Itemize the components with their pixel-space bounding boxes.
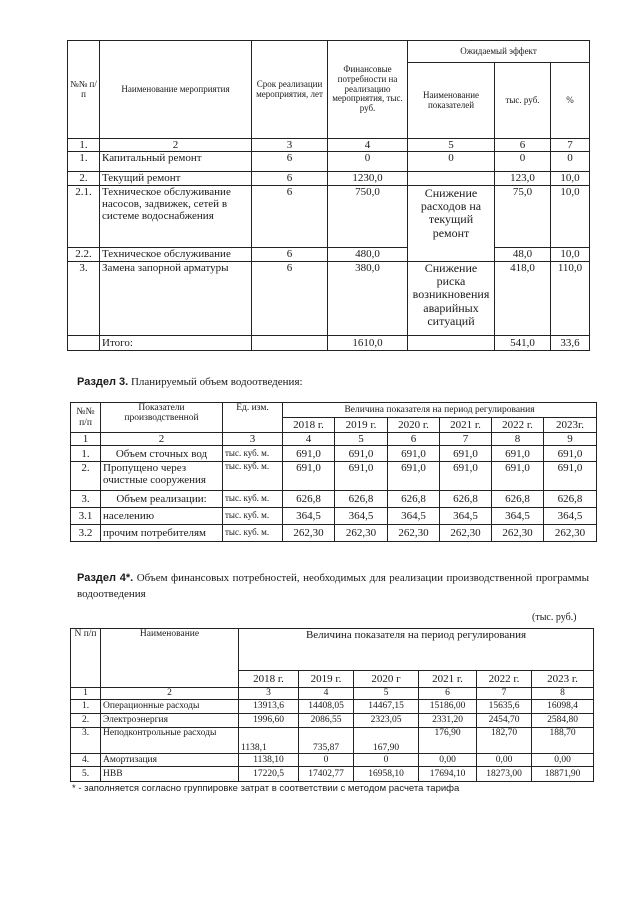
- row-finance: 1230,0: [328, 172, 408, 186]
- row-value: 626,8: [335, 491, 388, 508]
- row-value: 167,90: [354, 728, 419, 754]
- row-value: 691,0: [492, 446, 544, 462]
- row-value: 691,0: [388, 446, 440, 462]
- row-term: 6: [252, 248, 328, 262]
- year-header: 2021 г.: [440, 418, 492, 433]
- row-value: 17220,5: [239, 767, 299, 782]
- col-number: 4: [328, 139, 408, 152]
- row-finance: 0: [328, 152, 408, 172]
- table-row: [71, 754, 594, 767]
- row-value: 1138,10: [239, 754, 299, 767]
- col-number: 3: [223, 433, 283, 446]
- row-rub: 75,0: [495, 186, 551, 248]
- row-value: 0: [354, 754, 419, 767]
- row-rub: 48,0: [495, 248, 551, 262]
- row-pct: 110,0: [551, 262, 590, 336]
- table-row: [71, 491, 597, 508]
- col-number: 2: [101, 433, 223, 446]
- row-name: Амортизация: [101, 754, 239, 767]
- header-expected-effect: Ожидаемый эффект: [408, 41, 590, 63]
- row-value: 16958,10: [354, 767, 419, 782]
- header-indicator: Показатели производственной: [101, 403, 223, 433]
- row-value: 691,0: [335, 446, 388, 462]
- wastewater-volume-table: [70, 402, 597, 542]
- row-value: 262,30: [388, 525, 440, 542]
- row-value: 2331,20: [419, 714, 477, 728]
- row-num: 4.: [71, 754, 101, 767]
- year-header: 2019 г.: [335, 418, 388, 433]
- row-value: 691,0: [440, 446, 492, 462]
- row-value: 18871,90: [532, 767, 594, 782]
- header-indicator-name: Наименование показателей: [408, 63, 495, 139]
- section3-heading: [77, 376, 303, 388]
- row-value: 0,00: [477, 754, 532, 767]
- table-row: [71, 767, 594, 782]
- row-name: Техническое обслуживание насосов, задвижек, сетей в системе водоснабжения: [100, 186, 252, 248]
- row-value: 262,30: [283, 525, 335, 542]
- row-unit: тыс. куб. м.: [223, 525, 283, 542]
- row-value: 18273,00: [477, 767, 532, 782]
- year-header: 2018 г.: [239, 671, 299, 688]
- row-finance: 380,0: [328, 262, 408, 336]
- financial-needs-table: [70, 628, 594, 782]
- total-finance: 1610,0: [328, 336, 408, 351]
- header-unit: Ед. изм.: [223, 403, 283, 433]
- row-value: 188,70: [532, 728, 594, 754]
- row-value: 691,0: [283, 446, 335, 462]
- total-label: Итого:: [100, 336, 252, 351]
- header-period: Величина показателя на период регулирования: [283, 403, 597, 418]
- row-value: 262,30: [492, 525, 544, 542]
- table-row: [68, 152, 590, 172]
- col-number: 3: [252, 139, 328, 152]
- header-term: Срок реализации мероприятия, лет: [252, 41, 328, 139]
- row-value: 364,5: [283, 508, 335, 525]
- row-num: 2.2.: [68, 248, 100, 262]
- row-term: 6: [252, 152, 328, 172]
- row-pct: 10,0: [551, 172, 590, 186]
- col-number: 1: [71, 433, 101, 446]
- row-indicator: [408, 172, 495, 186]
- row-value: 626,8: [283, 491, 335, 508]
- row-value: 364,5: [544, 508, 597, 525]
- row-value: 364,5: [492, 508, 544, 525]
- row-value: 626,8: [440, 491, 492, 508]
- header-percent: %: [551, 63, 590, 139]
- col-number: 7: [551, 139, 590, 152]
- table-row: [68, 248, 590, 262]
- col-number: 6: [419, 688, 477, 700]
- row-value: 0,00: [532, 754, 594, 767]
- header-num: №№ п/п: [68, 41, 100, 139]
- table-row: [71, 714, 594, 728]
- row-value: 262,30: [440, 525, 492, 542]
- row-num: 2.1.: [68, 186, 100, 248]
- unit-note: (тыс. руб.): [532, 612, 577, 623]
- row-name: населению: [101, 508, 223, 525]
- year-header: 2020 г: [354, 671, 419, 688]
- row-value: 691,0: [335, 462, 388, 491]
- row-name: Объем реализации:: [101, 491, 223, 508]
- row-indicator: Снижение риска возникновения аварийных ситуаций: [408, 262, 495, 336]
- table-row: [71, 508, 597, 525]
- row-value: 13913,6: [239, 700, 299, 714]
- row-name: Замена запорной арматуры: [100, 262, 252, 336]
- year-header: 2023 г.: [532, 671, 594, 688]
- col-number: 7: [440, 433, 492, 446]
- table-row: [71, 728, 594, 754]
- row-indicator: 0: [408, 152, 495, 172]
- row-num: 3.1: [71, 508, 101, 525]
- year-header: 2018 г.: [283, 418, 335, 433]
- row-num: 5.: [71, 767, 101, 782]
- header-finance: Финансовые потребности на реализацию мероприятия, тыс. руб.: [328, 41, 408, 139]
- row-name: Техническое обслуживание: [100, 248, 252, 262]
- col-number: 6: [388, 433, 440, 446]
- table-row: [71, 700, 594, 714]
- row-name: Объем сточных вод: [101, 446, 223, 462]
- year-header: 2022 г.: [477, 671, 532, 688]
- section3-title-bold: Раздел 3.: [77, 376, 129, 388]
- total-row: [68, 336, 590, 351]
- section3-title-text: Планируемый объем водоотведения:: [130, 376, 303, 388]
- table-row: [71, 446, 597, 462]
- row-value: 691,0: [544, 462, 597, 491]
- row-num: 1.: [68, 152, 100, 172]
- row-value: 691,0: [492, 462, 544, 491]
- row-unit: тыс. куб. м.: [223, 508, 283, 525]
- row-value: 1138,1: [239, 728, 299, 754]
- row-value: 691,0: [440, 462, 492, 491]
- col-number: 4: [299, 688, 354, 700]
- section4-title-bold: Раздел 4*.: [77, 572, 134, 584]
- row-value: 2086,55: [299, 714, 354, 728]
- row-value: 691,0: [283, 462, 335, 491]
- row-finance: 750,0: [328, 186, 408, 248]
- row-value: 262,30: [544, 525, 597, 542]
- row-num: 3.: [68, 262, 100, 336]
- row-num: 1.: [71, 700, 101, 714]
- row-num: 2.: [68, 172, 100, 186]
- row-value: 626,8: [492, 491, 544, 508]
- row-finance: 480,0: [328, 248, 408, 262]
- row-name: Текущий ремонт: [100, 172, 252, 186]
- row-value: 0: [299, 754, 354, 767]
- row-unit: тыс. куб. м.: [223, 462, 283, 491]
- row-value: 2454,70: [477, 714, 532, 728]
- row-value: 15186,00: [419, 700, 477, 714]
- col-number: 5: [335, 433, 388, 446]
- col-number: 5: [408, 139, 495, 152]
- row-rub: 418,0: [495, 262, 551, 336]
- col-number: 1: [71, 688, 101, 700]
- row-term: 6: [252, 172, 328, 186]
- row-term: 6: [252, 262, 328, 336]
- col-number: 2: [100, 139, 252, 152]
- footnote: * - заполняется согласно группировке затрат в соответствии с методом расчета тарифа: [72, 783, 460, 794]
- col-number: 9: [544, 433, 597, 446]
- row-name: Капитальный ремонт: [100, 152, 252, 172]
- row-num: 2.: [71, 462, 101, 491]
- year-header: 2019 г.: [299, 671, 354, 688]
- row-pct: 0: [551, 152, 590, 172]
- row-value: 2323,05: [354, 714, 419, 728]
- row-value: 17402,77: [299, 767, 354, 782]
- total-pct: 33,6: [551, 336, 590, 351]
- row-value: 735,87: [299, 728, 354, 754]
- row-value: 15635,6: [477, 700, 532, 714]
- col-number: 7: [477, 688, 532, 700]
- row-name: НВВ: [101, 767, 239, 782]
- row-value: 2584,80: [532, 714, 594, 728]
- header-period: Величина показателя на период регулирования: [239, 629, 594, 671]
- row-name: прочим потребителям: [101, 525, 223, 542]
- row-name: Операционные расходы: [101, 700, 239, 714]
- row-num: 2.: [71, 714, 101, 728]
- col-number: 1.: [68, 139, 100, 152]
- row-name: Электроэнергия: [101, 714, 239, 728]
- row-value: 182,70: [477, 728, 532, 754]
- row-num: 3.2: [71, 525, 101, 542]
- row-value: 176,90: [419, 728, 477, 754]
- table-row: [68, 186, 590, 248]
- row-value: 17694,10: [419, 767, 477, 782]
- row-rub: 123,0: [495, 172, 551, 186]
- row-name: Неподконтрольные расходы: [101, 728, 239, 754]
- row-pct: 10,0: [551, 186, 590, 248]
- table-row: [71, 462, 597, 491]
- header-num: N п/п: [71, 629, 101, 688]
- row-value: 626,8: [388, 491, 440, 508]
- row-value: 0,00: [419, 754, 477, 767]
- year-header: 2020 г.: [388, 418, 440, 433]
- row-value: 16098,4: [532, 700, 594, 714]
- col-number: 4: [283, 433, 335, 446]
- row-value: 364,5: [388, 508, 440, 525]
- col-number: 8: [532, 688, 594, 700]
- row-unit: тыс. куб. м.: [223, 491, 283, 508]
- table-row: [71, 525, 597, 542]
- year-header: 2021 г.: [419, 671, 477, 688]
- header-name: Наименование: [101, 629, 239, 688]
- table-row: [68, 262, 590, 336]
- row-value: 626,8: [544, 491, 597, 508]
- col-number: 8: [492, 433, 544, 446]
- measures-table: [67, 40, 590, 351]
- header-thousand-rub: тыс. руб.: [495, 63, 551, 139]
- total-rub: 541,0: [495, 336, 551, 351]
- row-value: 1996,60: [239, 714, 299, 728]
- row-name: Пропущено через очистные сооружения: [101, 462, 223, 491]
- year-header: 2022 г.: [492, 418, 544, 433]
- header-num: №№ п/п: [71, 403, 101, 433]
- row-num: 3.: [71, 491, 101, 508]
- row-value: 14467,15: [354, 700, 419, 714]
- row-num: 1.: [71, 446, 101, 462]
- section4-heading: [77, 571, 589, 603]
- col-number: 6: [495, 139, 551, 152]
- row-value: 364,5: [335, 508, 388, 525]
- col-number: 5: [354, 688, 419, 700]
- row-num: 3.: [71, 728, 101, 754]
- row-value: 14408,05: [299, 700, 354, 714]
- col-number: 2: [101, 688, 239, 700]
- section4-title-text: Объем финансовых потребностей, необходимых для реализации производственной программы водоотведения: [77, 572, 590, 600]
- row-value: 691,0: [544, 446, 597, 462]
- row-term: 6: [252, 186, 328, 248]
- col-number: 3: [239, 688, 299, 700]
- header-measure-name: Наименование мероприятия: [100, 41, 252, 139]
- row-value: 691,0: [388, 462, 440, 491]
- year-header: 2023г.: [544, 418, 597, 433]
- table-row: [68, 172, 590, 186]
- row-indicator: Снижение расходов на текущий ремонт: [408, 186, 495, 262]
- row-value: 262,30: [335, 525, 388, 542]
- row-unit: тыс. куб. м.: [223, 446, 283, 462]
- row-value: 364,5: [440, 508, 492, 525]
- row-pct: 10,0: [551, 248, 590, 262]
- row-rub: 0: [495, 152, 551, 172]
